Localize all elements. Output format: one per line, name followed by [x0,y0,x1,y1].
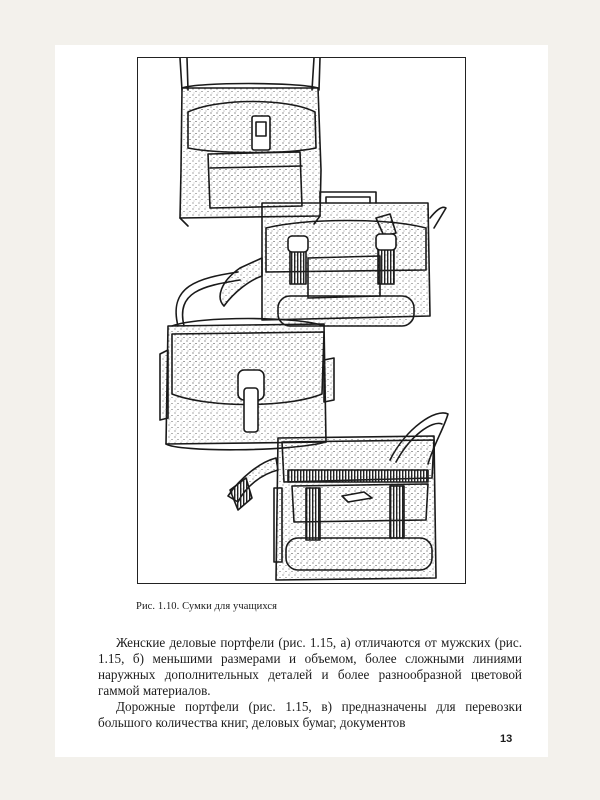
figure-caption: Рис. 1.10. Сумки для учащихся [136,601,278,612]
paragraph: Женские деловые портфели (рис. 1.15, а) отличаются от мужских (рис. 1.15, б) меньшими размерами и объемом, более сложными линиями наружных дополнительных деталей и более разнообразной цветовой гаммой материалов. [98,635,522,698]
body-text [98,635,522,731]
book-page [55,45,548,757]
paragraph: Дорожные портфели (рис. 1.15, в) предназначены для перевозки большого количества книг, деловых бумаг, документов [98,699,522,730]
figure-illustration [137,57,466,584]
page-number: 13 [500,733,513,745]
school-bag-drawing [180,58,321,226]
